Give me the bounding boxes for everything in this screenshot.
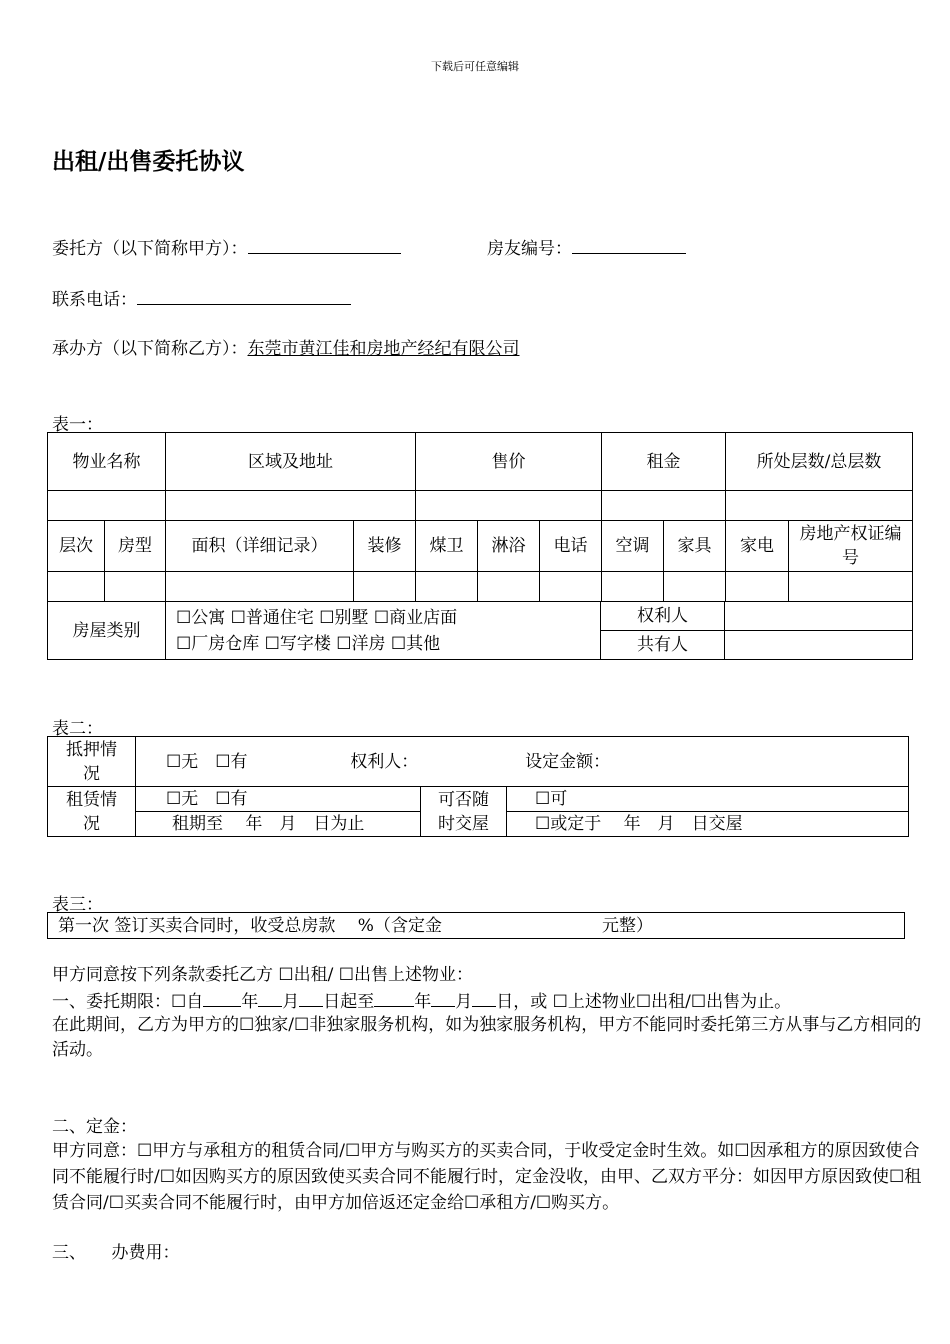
- friend-no-row: [487, 234, 686, 259]
- t1-h-property-name: 物业名称: [48, 433, 166, 491]
- t1-cell-cert-no[interactable]: [789, 572, 913, 602]
- table3-text-b: 元整）: [601, 915, 653, 936]
- clause1-year: 年: [241, 992, 259, 1012]
- mortgage-row: [136, 737, 909, 787]
- t1-h-room-type: 房型: [105, 521, 166, 572]
- agent-field-row: [52, 334, 520, 359]
- client-label: 委托方（以下简称甲方）：: [52, 239, 248, 259]
- clause-intro: 甲方同意按下列条款委托乙方 ☐出租/ ☐出售上述物业：: [52, 965, 474, 985]
- coowner-label: 共有人: [601, 631, 725, 660]
- handover-opt2[interactable]: ☐或定于 年 月 日交屋: [507, 812, 909, 837]
- mortgage-label: 抵押情况: [48, 737, 136, 787]
- t1-h-furniture: 家具: [664, 521, 726, 572]
- t1-cell-rent[interactable]: [602, 491, 726, 521]
- table3-text-a: 第一次 签订买卖合同时，收受总房款 %（含定金: [58, 915, 442, 936]
- clause3-head: 三、 办费用：: [52, 1243, 180, 1263]
- handover-label: 可否随时交屋: [421, 787, 507, 837]
- clause1-day-blank[interactable]: [299, 990, 323, 1007]
- phone-blank[interactable]: [137, 286, 351, 305]
- t1-h-appliance: 家电: [726, 521, 789, 572]
- phone-field-row: [52, 285, 351, 310]
- owner-cell[interactable]: [725, 602, 913, 631]
- t1-cell-appliance[interactable]: [726, 572, 789, 602]
- header-note: 下载后可任意编辑: [431, 60, 519, 73]
- clause1-prefix: 一、委托期限：☐自: [52, 992, 204, 1012]
- t1-h-cert-no: 房地产权证编号: [789, 521, 913, 572]
- agent-label: 承办方（以下简称乙方）：: [52, 339, 248, 359]
- client-blank[interactable]: [248, 235, 401, 254]
- clause1-year-blank[interactable]: [203, 990, 241, 1007]
- agent-value: 东莞市黄江佳和房地产经纪有限公司: [247, 339, 520, 359]
- t1-h-sale-price: 售价: [416, 433, 602, 491]
- t1-cell-sale-price[interactable]: [416, 491, 602, 521]
- t1-h-aircon: 空调: [602, 521, 664, 572]
- house-type-options-line1[interactable]: ☐公寓 ☐普通住宅 ☐别墅 ☐商业店面: [176, 607, 458, 628]
- t1-cell-floor[interactable]: [726, 491, 913, 521]
- table1-type: [47, 601, 913, 660]
- clause1-month: 月: [282, 992, 300, 1012]
- phone-label: 联系电话：: [52, 290, 137, 310]
- t1-cell-furniture[interactable]: [664, 572, 726, 602]
- clause1-body: 在此期间，乙方为甲方的☐独家/☐非独家服务机构，如为独家服务机构，甲方不能同时委托第三方从事与乙方相同的活动。: [52, 1015, 922, 1060]
- coowner-cell[interactable]: [725, 631, 913, 660]
- t1-h-area: 面积（详细记录）: [166, 521, 354, 572]
- owner-label: 权利人: [601, 602, 725, 631]
- table1-label: 表一：: [52, 415, 103, 435]
- clause2-body: 甲方同意：☐甲方与承租方的租赁合同/☐甲方与购买方的买卖合同，于收受定金时生效。如☐因承租方的原因致使合同不能履行时/☐如因购买方的原因致使买卖合同不能履行时，定金没收，由甲、乙双方平分：如因甲方原因致使☐租赁合同/☐买卖合同不能履行时，由甲方加倍返还定金给☐承租方/☐购买方。: [52, 1141, 922, 1213]
- table1: [47, 432, 913, 602]
- clause1-year2-blank[interactable]: [374, 990, 414, 1007]
- mortgage-options[interactable]: ☐无 ☐有: [166, 751, 248, 772]
- friend-no-label: 房友编号：: [487, 239, 572, 259]
- document-title: 出租/出售委托协议: [52, 148, 245, 175]
- friend-no-blank[interactable]: [572, 235, 686, 254]
- lease-options[interactable]: ☐无 ☐有: [136, 787, 421, 812]
- handover-opt1[interactable]: ☐可: [507, 787, 909, 812]
- client-field-row: [52, 234, 401, 259]
- clause1-day2-blank[interactable]: [472, 990, 496, 1007]
- t1-h-decoration: 装修: [354, 521, 416, 572]
- mortgage-amount-label: 设定金额：: [525, 751, 611, 772]
- table3-label: 表三：: [52, 895, 103, 915]
- clause1-year2: 年: [414, 992, 432, 1012]
- t1-h-floor: 所处层数/总层数: [726, 433, 913, 491]
- t1-cell-room-type[interactable]: [105, 572, 166, 602]
- t1-cell-decoration[interactable]: [354, 572, 416, 602]
- mortgage-owner-label: 权利人：: [350, 751, 419, 772]
- t1-h-gas-toilet: 煤卫: [416, 521, 478, 572]
- clause1-month-blank[interactable]: [258, 990, 282, 1007]
- t1-cell-gas-toilet[interactable]: [416, 572, 478, 602]
- clause1-head: [52, 989, 922, 1016]
- clause1-day-from: 日起至: [323, 992, 375, 1012]
- t1-cell-level[interactable]: [48, 572, 105, 602]
- lease-term[interactable]: 租期至 年 月 日为止: [136, 812, 421, 837]
- house-type-options[interactable]: [166, 602, 601, 660]
- t1-cell-shower[interactable]: [478, 572, 540, 602]
- table2: [47, 736, 909, 837]
- t1-h-shower: 淋浴: [478, 521, 540, 572]
- t1-cell-property-name[interactable]: [48, 491, 166, 521]
- table2-label: 表二：: [52, 719, 103, 739]
- clause1-tail: 日，或 ☐上述物业☐出租/☐出售为止。: [496, 992, 792, 1012]
- lease-label: 租赁情况: [48, 787, 136, 837]
- clause1-month2: 月: [455, 992, 473, 1012]
- house-type-label: 房屋类别: [48, 602, 166, 660]
- house-type-options-line2[interactable]: ☐厂房仓库 ☐写字楼 ☐洋房 ☐其他: [176, 633, 441, 654]
- t1-cell-area-address[interactable]: [166, 491, 416, 521]
- t1-cell-aircon[interactable]: [602, 572, 664, 602]
- t1-cell-area[interactable]: [166, 572, 354, 602]
- t1-cell-phone[interactable]: [540, 572, 602, 602]
- clause1-month2-blank[interactable]: [431, 990, 455, 1007]
- clause2-head: 二、定金：: [52, 1117, 137, 1137]
- t1-h-area-address: 区域及地址: [166, 433, 416, 491]
- table3-row[interactable]: [48, 913, 905, 939]
- t1-h-level: 层次: [48, 521, 105, 572]
- table3: [47, 912, 905, 939]
- t1-h-phone: 电话: [540, 521, 602, 572]
- t1-h-rent: 租金: [602, 433, 726, 491]
